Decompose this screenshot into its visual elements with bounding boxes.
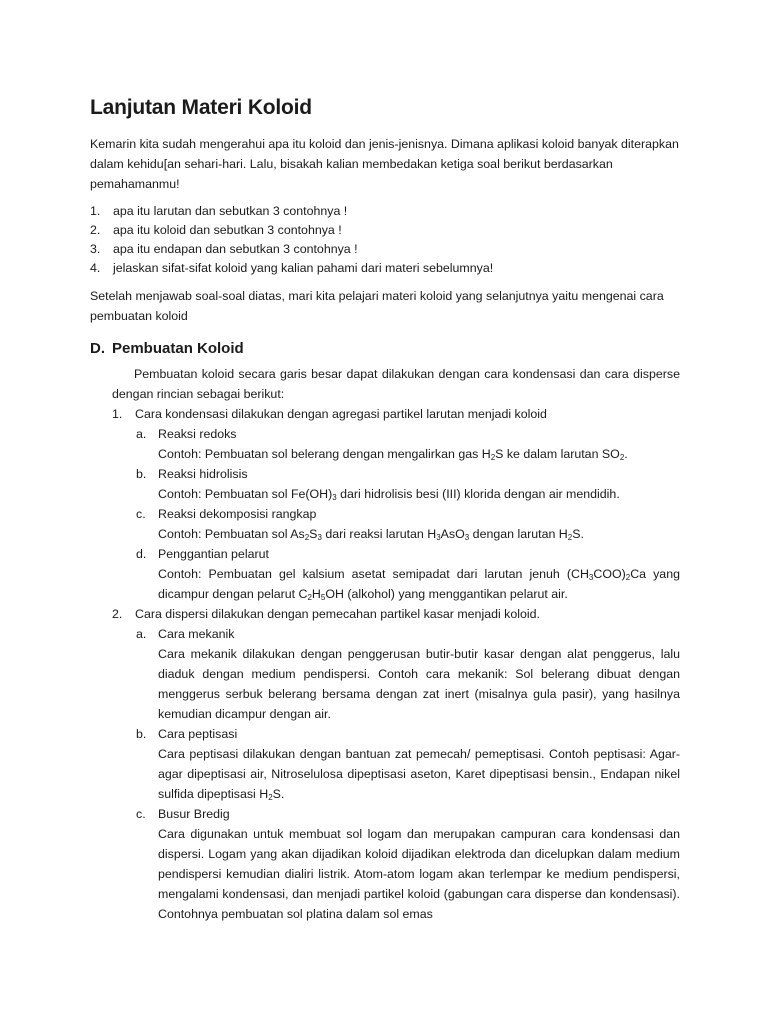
sub-item-heading: [90, 624, 680, 644]
sub-item-title: Cara peptisasi: [158, 727, 238, 741]
method-text: Cara dispersi dilakukan dengan pemecahan partikel kasar menjadi koloid.: [135, 607, 540, 621]
question-number: 2.: [90, 223, 101, 237]
question-list: [90, 202, 680, 278]
section-title: Pembuatan Koloid: [112, 340, 244, 357]
sub-item-body: Cara mekanik dilakukan dengan penggerusan butir-butir kasar dengan alat penggerus, lalu diaduk dengan medium pendispersi. Contoh cara mekanik: Sol belerang dibuat dengan menggerus serbuk belerang bersama dengan zat inert (misalnya gula pasir), yang hasilnya kemudian dicampur dengan air.: [158, 647, 680, 721]
method-1-heading: [90, 404, 680, 424]
section-heading: [90, 338, 680, 360]
sub-item-letter: b.: [136, 727, 147, 741]
sub-item-title: Cara mekanik: [158, 627, 235, 641]
sub-item-title: Reaksi hidrolisis: [158, 467, 248, 481]
intro-paragraph: Kemarin kita sudah mengerahui apa itu koloid dan jenis-jenisnya. Dimana aplikasi koloid banyak diterapkan dalam kehidu[an sehari-hari. Lalu, bisakah kalian membedakan ketiga soal berikut berdasarkan pemahamanmu!: [90, 137, 679, 191]
sub-item-body: Cara digunakan untuk membuat sol logam dan merupakan campuran cara kondensasi dan dispersi. Logam yang akan dijadikan koloid dijadikan elektroda dan dicelupkan dalam medium pendispersi kemudian dialiri listrik. Atom-atom logam akan terlempar ke medium pendispersi, mengalami kondensasi, dan menjadi partikel koloid (gabungan cara disperse dan kondensasi). Contohnya pembuatan sol platina dalam sol emas: [158, 827, 680, 921]
document-page: [90, 94, 680, 924]
sub-item-letter: c.: [136, 807, 146, 821]
question-item: [90, 202, 680, 221]
sub-item-letter: a.: [136, 627, 147, 641]
method-number: 1.: [112, 407, 123, 421]
sub-item-heading: [90, 544, 680, 564]
document-title: Lanjutan Materi Koloid: [90, 96, 312, 119]
section-letter: D.: [90, 340, 105, 357]
sub-item-letter: a.: [136, 427, 147, 441]
method-2-heading: [90, 604, 680, 624]
question-text: apa itu endapan dan sebutkan 3 contohnya !: [113, 242, 358, 256]
sub-item-heading: [90, 424, 680, 444]
question-text: apa itu larutan dan sebutkan 3 contohnya !: [113, 204, 348, 218]
after-questions-paragraph: Setelah menjawab soal-soal diatas, mari kita pelajari materi koloid yang selanjutnya yaitu mengenai cara pembuatan koloid: [90, 289, 664, 323]
sub-item-letter: b.: [136, 467, 147, 481]
method-number: 2.: [112, 607, 123, 621]
sub-item-example: Contoh: Pembuatan sol belerang dengan mengalirkan gas $H_2S$ ke dalam larutan $SO_2$.: [158, 447, 628, 462]
question-item: [90, 240, 680, 259]
question-text: apa itu koloid dan sebutkan 3 contohnya !: [113, 223, 342, 237]
sub-item-title: Busur Bredig: [158, 807, 230, 821]
question-item: [90, 221, 680, 240]
sub-item-heading: [90, 804, 680, 824]
sub-item-heading: [90, 504, 680, 524]
question-text: jelaskan sifat-sifat koloid yang kalian pahami dari materi sebelumnya!: [113, 261, 494, 275]
sub-item-letter: d.: [136, 547, 147, 561]
question-number: 4.: [90, 261, 101, 275]
section-intro: Pembuatan koloid secara garis besar dapat dilakukan dengan cara kondensasi dan cara disperse dengan rincian sebagai berikut:: [112, 367, 680, 401]
sub-item-title: Penggantian pelarut: [158, 547, 269, 561]
sub-item-letter: c.: [136, 507, 146, 521]
method-text: Cara kondensasi dilakukan dengan agregasi partikel larutan menjadi koloid: [135, 407, 547, 421]
sub-item-example: Contoh: Pembuatan sol $As_2S_3$ dari reaksi larutan $H_3AsO_3$ dengan larutan $H_2S$.: [158, 527, 584, 542]
question-item: [90, 259, 680, 278]
sub-item-heading: [90, 724, 680, 744]
question-number: 1.: [90, 204, 101, 218]
sub-item-example: Contoh: Pembuatan sol $Fe(OH)_3$ dari hidrolisis besi (III) klorida dengan air mendidih.: [158, 487, 620, 502]
question-number: 3.: [90, 242, 101, 256]
sub-item-title: Reaksi dekomposisi rangkap: [158, 507, 317, 521]
sub-item-body: Cara peptisasi dilakukan dengan bantuan zat pemecah/ pemeptisasi. Contoh peptisasi: Agar-agar dipeptisasi air, Nitroselulosa dipeptisasi aseton, Karet dipeptisasi bensin., Endapan nikel sulfida dipeptisasi $H_2S$.: [158, 747, 680, 802]
sub-item-heading: [90, 464, 680, 484]
sub-item-title: Reaksi redoks: [158, 427, 237, 441]
sub-item-example: Contoh: Pembuatan gel kalsium asetat semipadat dari larutan jenuh $(CH_3COO)_2Ca$ yang dicampur dengan pelarut $C_2H_5OH$ (alkohol) yang menggantikan pelarut air.: [158, 567, 680, 602]
